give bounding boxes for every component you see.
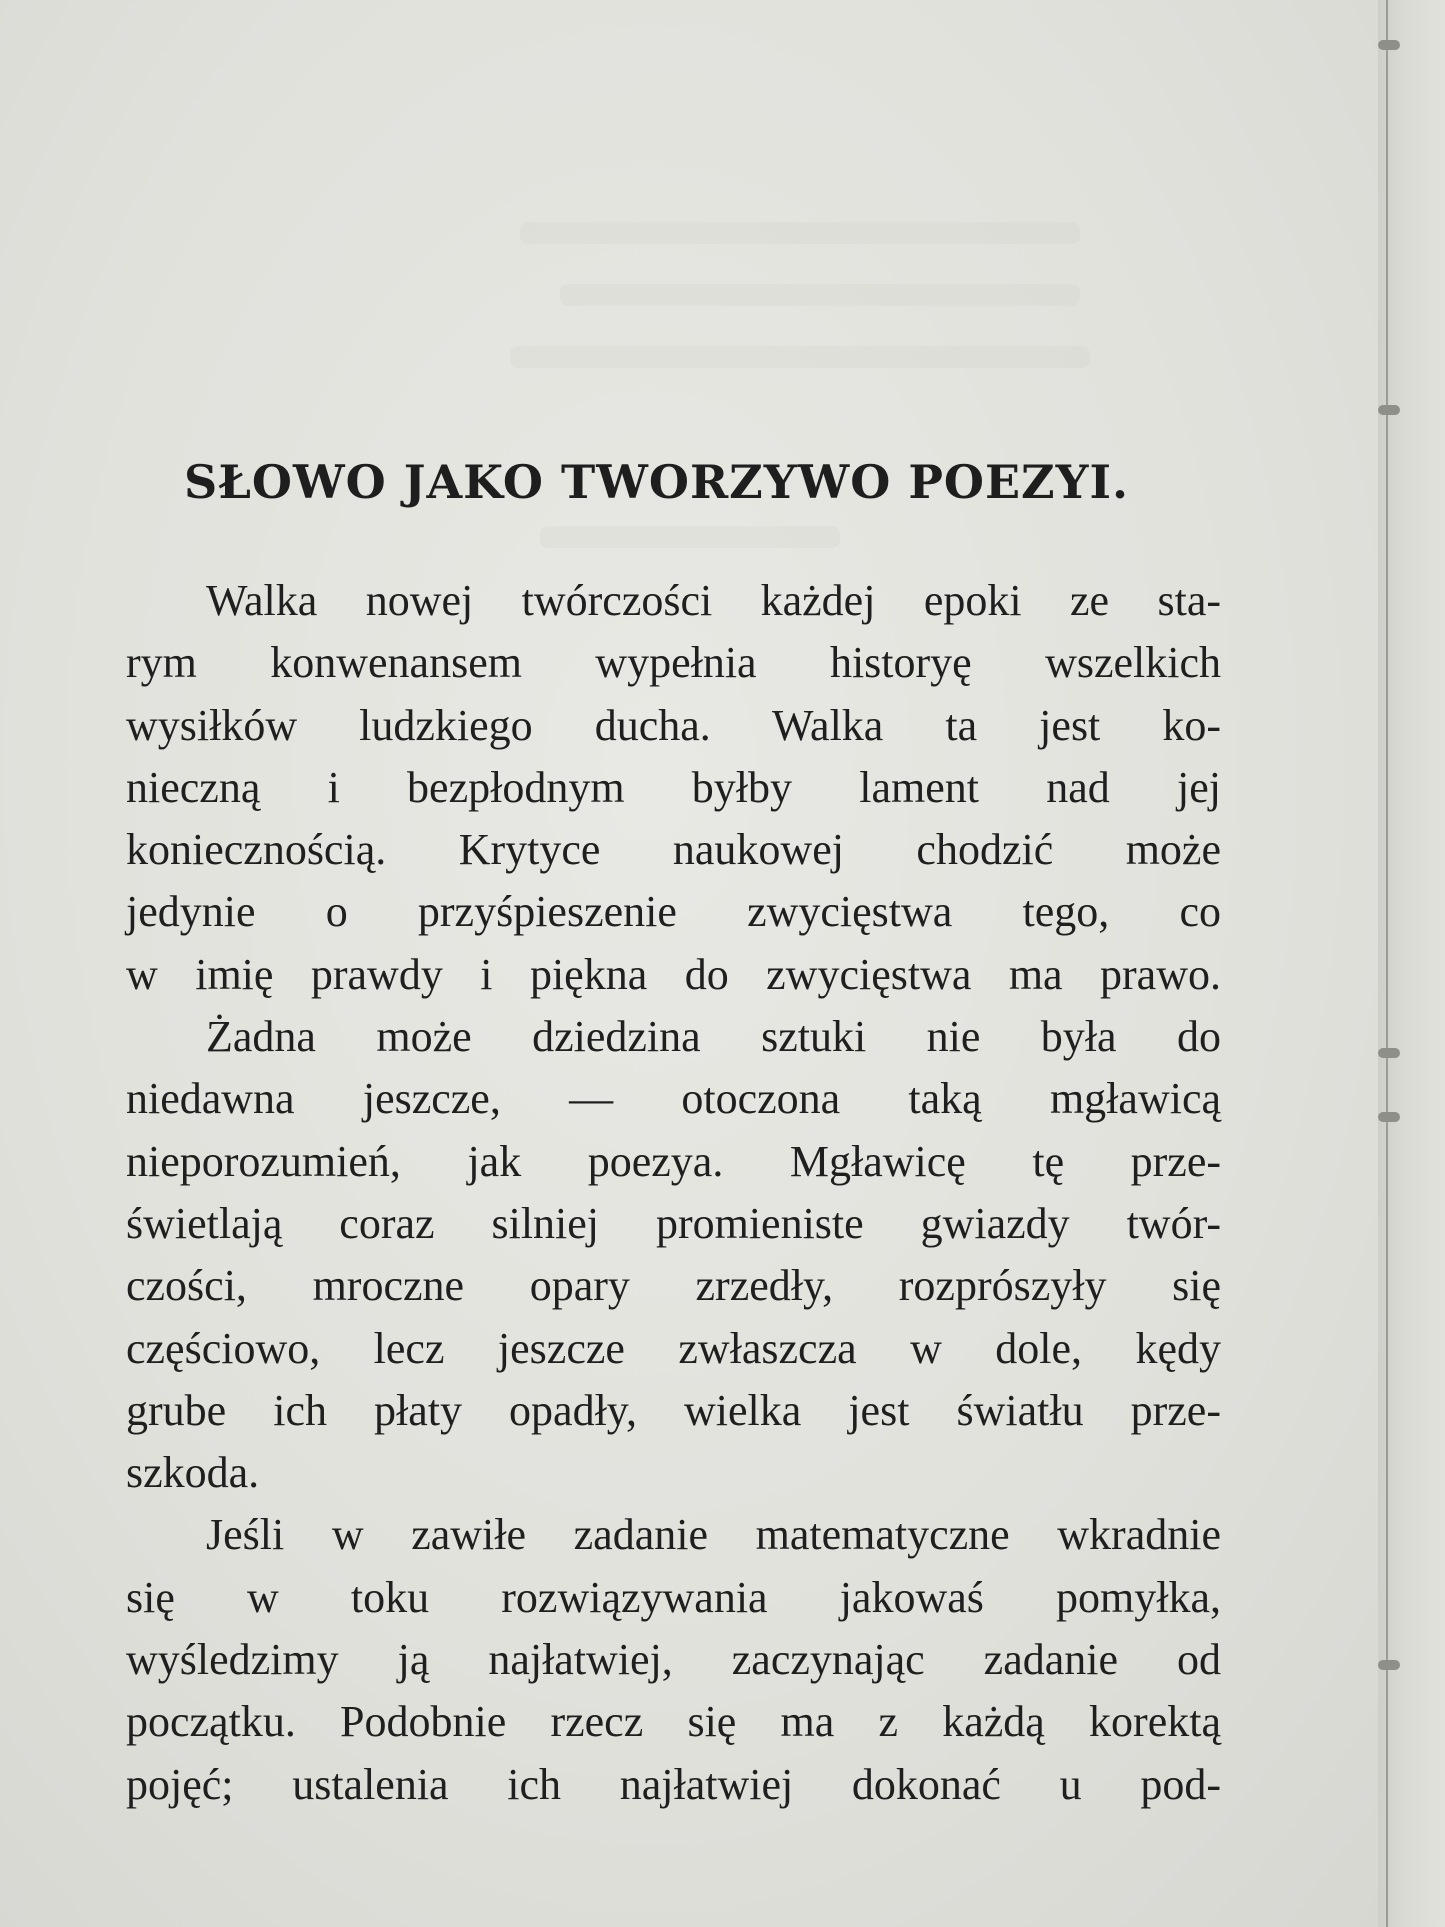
page-gutter (1378, 0, 1445, 1927)
show-through-text (560, 284, 1080, 306)
text-line: jedynie o przyśpieszenie zwycięstwa tego, co (126, 887, 1221, 937)
binding-stitch (1378, 1660, 1400, 1670)
text-line: częściowo, lecz jeszcze zwłaszcza w dole, kędy (126, 1323, 1221, 1373)
text-line: szkoda. (126, 1448, 260, 1498)
text-line: koniecznością. Krytyce naukowej chodzić może (126, 825, 1221, 875)
show-through-text (510, 346, 1090, 368)
binding-stitch (1378, 405, 1400, 415)
text-line: czości, mroczne opary zrzedły, rozprószyły się (126, 1261, 1221, 1311)
text-line: świetlają coraz silniej promieniste gwiazdy twór- (126, 1198, 1221, 1248)
show-through-text (540, 526, 840, 548)
text-line: nieczną i bezpłodnym byłby lament nad jej (126, 762, 1221, 812)
text-line: niedawna jeszcze, — otoczona taką mgławicą (126, 1074, 1221, 1124)
binding-stitch (1378, 1048, 1400, 1058)
text-line: nieporozumień, jak poezya. Mgławicę tę prze- (126, 1136, 1221, 1186)
text-line: Jeśli w zawiłe zadanie matematyczne wkradnie (206, 1510, 1221, 1560)
text-line: Żadna może dziedzina sztuki nie była do (206, 1012, 1221, 1062)
binding-line (1386, 0, 1388, 1927)
text-line: w imię prawdy i piękna do zwycięstwa ma prawo. (126, 949, 1221, 999)
text-line: pojęć; ustalenia ich najłatwiej dokonać u pod- (126, 1759, 1221, 1809)
text-line: Walka nowej twórczości każdej epoki ze sta- (206, 576, 1221, 625)
text-line: się w toku rozwiązywania jakowaś pomyłka, (126, 1572, 1221, 1622)
text-line: rym konwenansem wypełnia historyę wszelkich (126, 638, 1221, 688)
text-line: początku. Podobnie rzecz się ma z każdą korektą (126, 1697, 1221, 1747)
text-line: wyśledzimy ją najłatwiej, zaczynając zadanie od (126, 1635, 1221, 1685)
text-line: wysiłków ludzkiego ducha. Walka ta jest ko- (126, 700, 1221, 750)
chapter-title: SŁOWO JAKO TWORZYWO POEZYI. (184, 455, 1130, 509)
binding-stitch (1378, 1112, 1400, 1122)
body-text (126, 570, 1221, 1816)
binding-stitch (1378, 40, 1400, 50)
text-line: grube ich płaty opadły, wielka jest światłu prze- (126, 1385, 1221, 1435)
show-through-text (520, 222, 1080, 244)
